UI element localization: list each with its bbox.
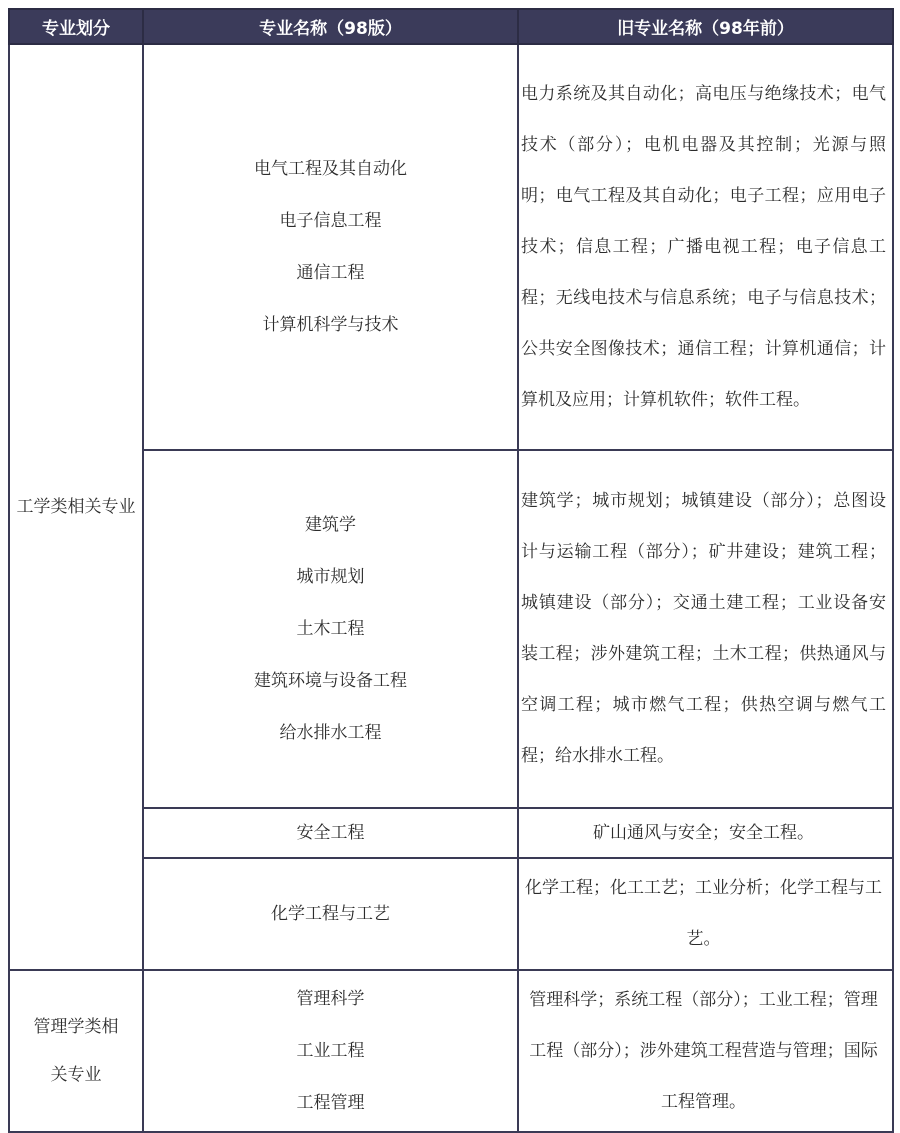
category-cell-engineering xyxy=(9,44,143,970)
header-category: 专业划分 xyxy=(9,9,143,44)
category-label: 工学类相关专业 xyxy=(16,497,136,517)
major-name: 建筑环境与设备工程 xyxy=(254,671,407,691)
old-major-names-cell: 化学工程；化工工艺；工业分析；化学工程与工艺。 xyxy=(518,858,893,970)
major-names-cell xyxy=(143,970,518,1132)
old-major-names-cell: 电力系统及其自动化；高电压与绝缘技术；电气技术（部分）；电机电器及其控制；光源与照明；电气工程及其自动化；电子工程；应用电子技术；信息工程；广播电视工程；电子信息工程；无线电技术与信息系统；电子与信息技术；公共安全图像技术；通信工程；计算机通信；计算机及应用；计算机软件；软件工程。 xyxy=(518,44,893,450)
major-name: 安全工程 xyxy=(296,823,365,843)
header-row xyxy=(9,9,893,44)
header-major-name-98: 专业名称（98版） xyxy=(143,9,518,44)
major-name: 给水排水工程 xyxy=(279,723,382,743)
table-body xyxy=(9,44,893,1132)
majors-table xyxy=(8,8,894,1133)
table-row xyxy=(9,970,893,1132)
category-cell-management xyxy=(9,970,143,1132)
major-name: 建筑学 xyxy=(305,515,356,535)
major-names-cell xyxy=(143,44,518,450)
old-major-names-cell: 矿山通风与安全；安全工程。 xyxy=(518,808,893,858)
header-old-major-name: 旧专业名称（98年前） xyxy=(518,9,893,44)
major-name: 管理科学 xyxy=(296,989,365,1009)
major-name: 城市规划 xyxy=(296,567,365,587)
major-name: 计算机科学与技术 xyxy=(262,315,399,335)
table-header xyxy=(9,9,893,44)
major-names-cell xyxy=(143,858,518,970)
old-major-names-cell: 管理科学；系统工程（部分）；工业工程；管理工程（部分）；涉外建筑工程营造与管理；国际工程管理。 xyxy=(518,970,893,1132)
category-label: 管理学类相关专业 xyxy=(33,1017,119,1085)
major-name: 工业工程 xyxy=(296,1041,365,1061)
table-row xyxy=(9,44,893,450)
major-names-cell xyxy=(143,808,518,858)
major-name: 土木工程 xyxy=(296,619,365,639)
major-name: 电子信息工程 xyxy=(279,211,382,231)
major-name: 化学工程与工艺 xyxy=(271,904,390,924)
major-name: 电气工程及其自动化 xyxy=(254,159,407,179)
old-major-names-cell: 建筑学；城市规划；城镇建设（部分）；总图设计与运输工程（部分）；矿井建设；建筑工程；城镇建设（部分）；交通土建工程；工业设备安装工程；涉外建筑工程；土木工程；供热通风与空调工程；城市燃气工程；供热空调与燃气工程；给水排水工程。 xyxy=(518,450,893,808)
major-name: 工程管理 xyxy=(296,1093,365,1113)
majors-table-container xyxy=(8,8,892,1133)
major-names-cell xyxy=(143,450,518,808)
major-name: 通信工程 xyxy=(296,263,365,283)
